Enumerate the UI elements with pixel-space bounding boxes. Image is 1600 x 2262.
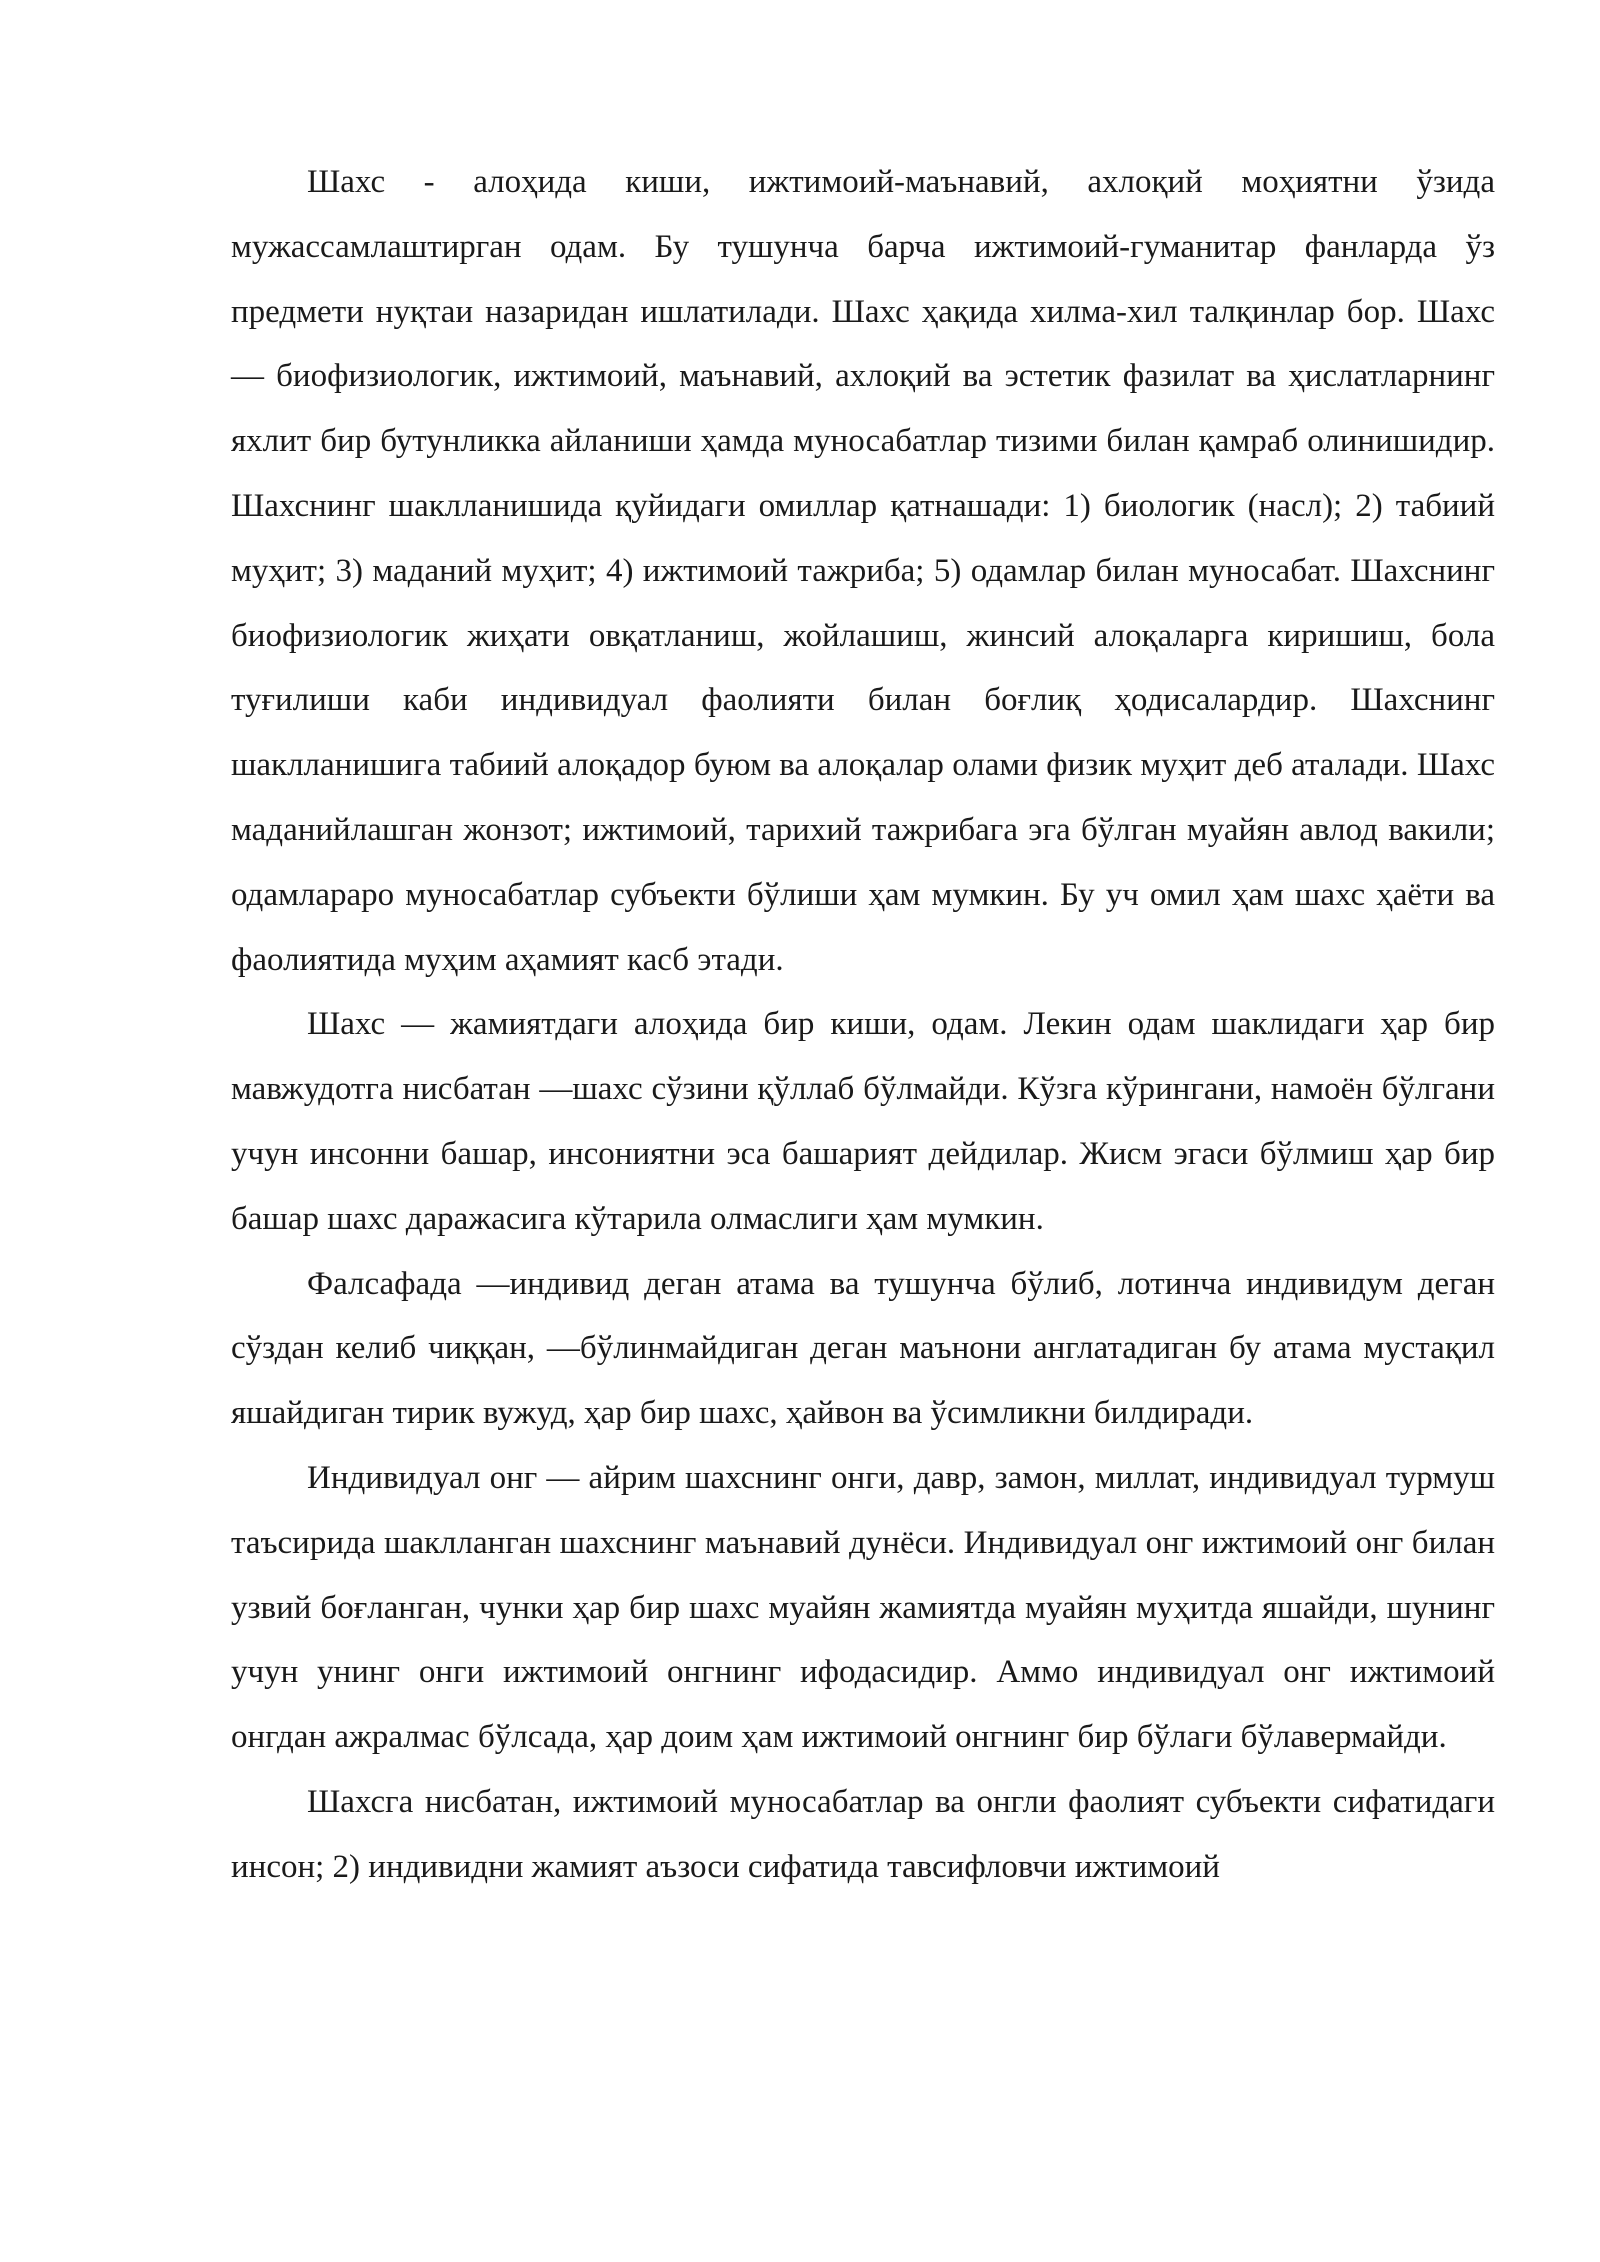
paragraph-3: Фалсафада ―индивид деган атама ва тушунча бўлиб, лотинча индивидум деган сўздан келиб чиққан, ―бўлинмайдиган деган маънони англатадиган бу атама мустақил яшайдиган тирик вужуд, ҳар бир шахс, ҳайвон ва ўсимликни билдиради. [231,1265,1495,1432]
document-page [231,150,1495,1900]
paragraph-5: Шахсга нисбатан, ижтимоий муносабатлар ва онгли фаолият субъекти сифатидаги инсон; 2) индивидни жамият аъзоси сифатида тавсифловчи ижтимоий [231,1783,1495,1885]
paragraph-4: Индивидуал онг — айрим шахснинг онги, давр, замон, миллат, индивидуал турмуш таъсирида шаклланган шахснинг маънавий дунёси. Индивидуал онг ижтимоий онг билан узвий боғланган, чунки ҳар бир шахс муайян жамиятда муайян муҳитда яшайди, шунинг учун унинг онги ижтимоий онгнинг ифодасидир. Аммо индивидуал онг ижтимоий онгдан ажралмас бўлсада, ҳар доим ҳам ижтимоий онгнинг бир бўлаги бўлавермайди. [231,1459,1495,1756]
paragraph-2: Шахс — жамиятдаги алоҳида бир киши, одам. Лекин одам шаклидаги ҳар бир мавжудотга нисбатан ―шахс сўзини қўллаб бўлмайди. Кўзга кўрингани, намоён бўлгани учун инсонни башар, инсониятни эса башарият дейдилар. Жисм эгаси бўлмиш ҳар бир башар шахс даражасига кўтарила олмаслиги ҳам мумкин. [231,1006,1495,1237]
paragraph-1: Шахс - алоҳида киши, ижтимоий-маънавий, ахлоқий моҳиятни ўзида мужассамлаштирган одам. Бу тушунча барча ижтимоий-гуманитар фанларда ўз предмети нуқтаи назаридан ишлатилади. Шахс ҳақида хилма-хил талқинлар бор. Шахс — биофизиологик, ижтимоий, маънавий, ахлоқий ва эстетик фазилат ва ҳислатларнинг яхлит бир бутунликка айланиши ҳамда муносабатлар тизими билан қамраб олинишидир. Шахснинг шаклланишида қуйидаги омиллар қатнашади: 1) биологик (насл); 2) табиий муҳит; 3) маданий муҳит; 4) ижтимоий тажриба; 5) одамлар билан муносабат. Шахснинг биофизиологик жиҳати овқатланиш, жойлашиш, жинсий алоқаларга киришиш, бола туғилиши каби индивидуал фаолияти билан боғлиқ ҳодисалардир. Шахснинг шаклланишига табиий алоқадор буюм ва алоқалар олами физик муҳит деб аталади. Шахс маданийлашган жонзот; ижтимоий, тарихий тажрибага эга бўлган муайян авлод вакили; одамлараро муносабатлар субъекти бўлиши ҳам мумкин. Бу уч омил ҳам шахс ҳаёти ва фаолиятида муҳим аҳамият касб этади. [231,164,1495,978]
